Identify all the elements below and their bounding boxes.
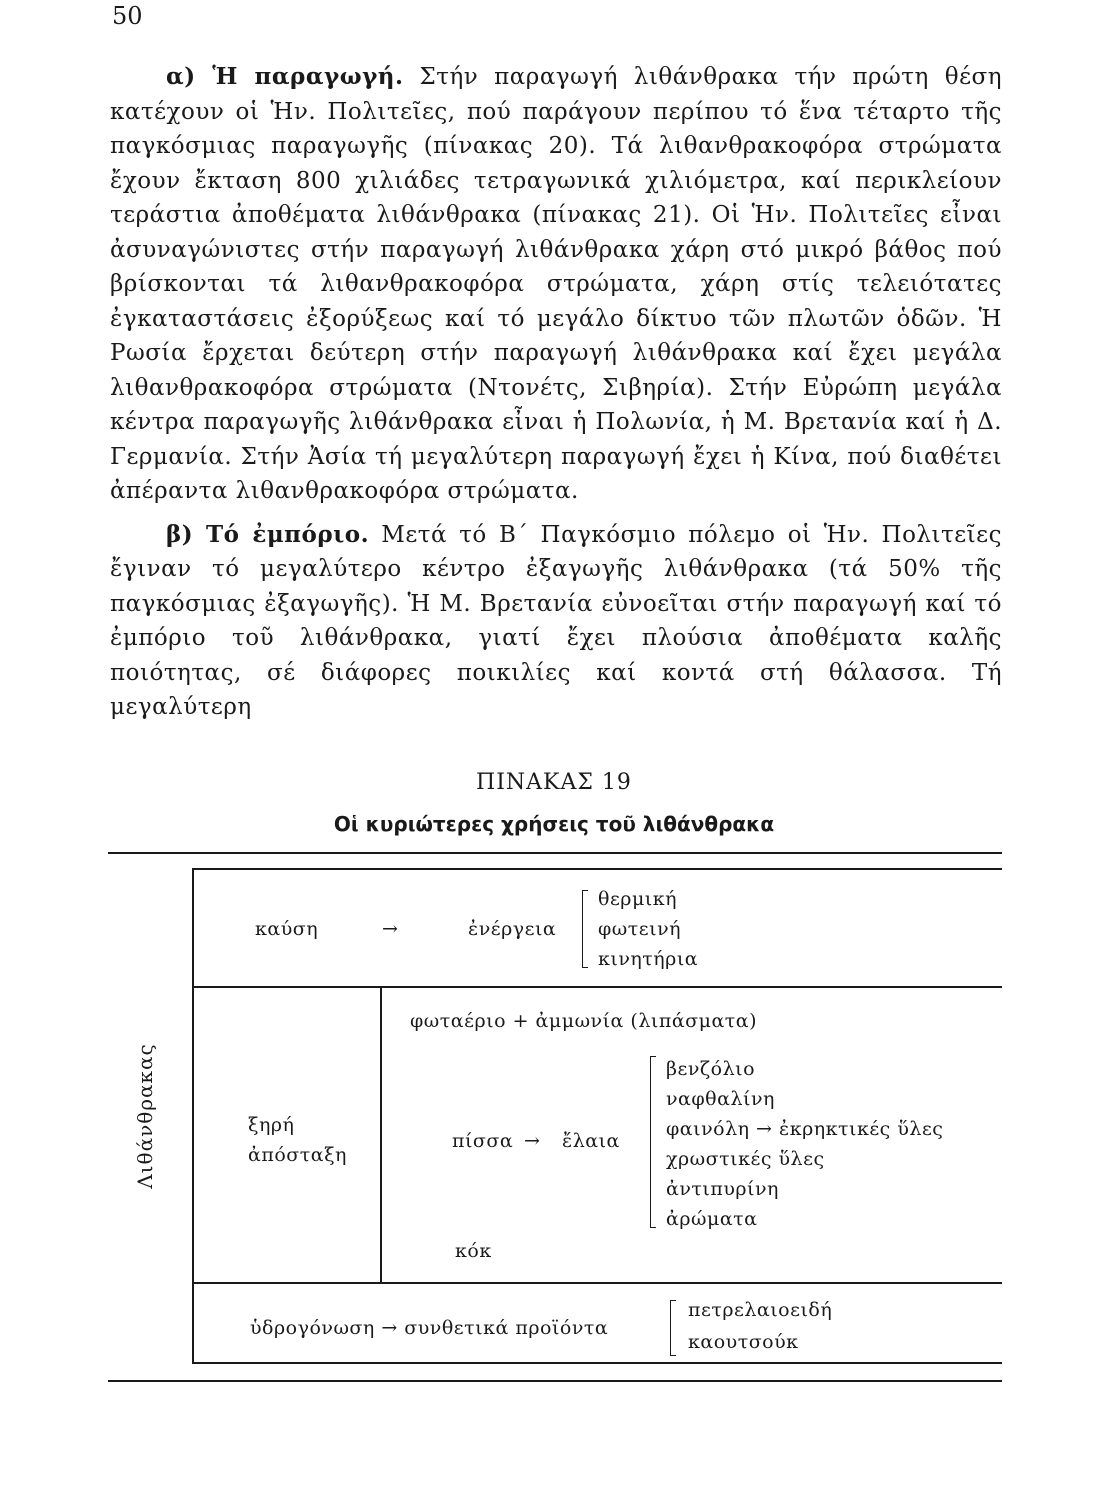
table-left-border — [192, 868, 194, 1364]
combustion-arrow: → — [382, 918, 399, 940]
oils: ἔλαια — [562, 1130, 620, 1152]
energy-type: κινητήρια — [598, 948, 699, 970]
oil-product: ἀντιπυρίνη — [666, 1178, 779, 1200]
distillation-process-line2: ἀπόσταξη — [248, 1144, 347, 1166]
heading-trade: β) Τό ἐμπόριο. — [166, 520, 370, 548]
hydrogenation-process: ὑδρογόνωση → συνθετικά προϊόντα — [250, 1317, 609, 1339]
row-divider-2 — [192, 1282, 1002, 1284]
hydrogenation-brace — [670, 1300, 676, 1356]
table-number: ΠΙΝΑΚΑΣ 19 — [476, 770, 632, 795]
table-top-rule — [108, 852, 1002, 854]
table-top-rule-2 — [192, 868, 1002, 870]
synthetic-product: πετρελαιοειδή — [688, 1299, 833, 1321]
oils-brace — [650, 1056, 656, 1228]
combustion-brace — [582, 890, 588, 968]
energy-type: θερμική — [598, 888, 678, 910]
tar-arrow: → — [524, 1130, 541, 1152]
paragraph-trade — [110, 518, 1002, 725]
combustion-process: καύση — [255, 918, 319, 940]
coke: κόκ — [455, 1240, 492, 1262]
oil-product: ἀρώματα — [666, 1208, 758, 1230]
row-divider-1 — [192, 986, 1002, 988]
side-label-coal: Λιθάνθρακας — [133, 1043, 157, 1189]
tar: πίσσα — [452, 1130, 514, 1152]
energy-type: φωτεινή — [598, 918, 682, 940]
heading-production: α) Ἡ παραγωγή. — [166, 63, 404, 90]
combustion-result: ἐνέργεια — [468, 918, 557, 940]
paragraph-production-body: Στήν παραγωγή λιθάνθρακα τήν πρώτη θέση κατέχουν οἱ Ἡν. Πολιτεῖες, πού παράγουν περίπου τό ἕνα τέταρτο τῆς παγκόσμιας παραγωγῆς (πίνακας 20). Τά λιθανθρακοφόρα στρώματα ἔχουν ἔκταση 800 χιλιάδες τετραγωνικά χιλιόμετρα, καί περικλείουν τεράστια ἀποθέματα λιθάνθρακα (πίνακας 21). Οἱ Ἡν. Πολιτεῖες εἶναι ἀσυναγώνιστες στήν παραγωγή λιθάνθρακα χάρη στό μικρό βάθος πού βρίσκονται τά λιθανθρακοφόρα στρώματα, χάρη στίς τελειότατες ἐγκαταστάσεις ἐξορύξεως καί τό μεγάλο δίκτυο τῶν πλωτῶν ὁδῶν. Ἡ Ρωσία ἔρχεται δεύτερη στήν παραγωγή λιθάνθρακα καί ἔχει μεγάλα λιθανθρακοφόρα στρώματα (Ντονέτς, Σιβηρία). Στήν Εὐρώπη μεγάλα κέντρα παραγωγῆς λιθάνθρακα εἶναι ἡ Πολωνία, ἡ Μ. Βρετανία καί ἡ Δ. Γερμανία. Στήν Ἀσία τή μεγαλύτερη παραγωγή ἔχει ἡ Κίνα, πού διαθέτει ἀπέραντα λιθανθρακοφόρα στρώματα. — [110, 64, 1002, 504]
paragraph-trade-body: Μετά τό Β΄ Παγκόσμιο πόλεμο οἱ Ἡν. Πολιτεῖες ἔγιναν τό μεγαλύτερο κέντρο ἐξαγωγῆς λιθάνθρακα (τά 50% τῆς παγκόσμιας ἐξαγωγῆς). Ἡ Μ. Βρετανία εὐνοεῖται στήν παραγωγή καί τό ἐμπόριο τοῦ λιθάνθρακα, γιατί ἔχει πλούσια ἀποθέματα καλῆς ποιότητας, σέ διάφορες ποικιλίες καί κοντά στή θάλασσα. Τή μεγαλύτερη — [110, 521, 1002, 720]
table-bottom-rule — [192, 1362, 1002, 1364]
synthetic-product: καουτσούκ — [688, 1331, 799, 1353]
distillation-process-line1: ξηρή — [248, 1114, 295, 1136]
page-number: 50 — [112, 2, 143, 30]
body-text — [110, 60, 1002, 725]
table-bottom-rule-2 — [108, 1380, 1002, 1382]
oil-product: ναφθαλίνη — [666, 1088, 775, 1110]
distillation-column-divider — [380, 986, 382, 1282]
paragraph-production — [110, 60, 1002, 509]
oil-product: χρωστικές ὕλες — [666, 1148, 825, 1170]
gas-line: φωταέριο + ἀμμωνία (λιπάσματα) — [410, 1010, 758, 1032]
table-title: Οἱ κυριώτερες χρήσεις τοῦ λιθάνθρακα — [333, 812, 775, 836]
oil-product: βενζόλιο — [666, 1058, 756, 1080]
oil-product: φαινόλη → ἐκρηκτικές ὕλες — [666, 1118, 944, 1140]
